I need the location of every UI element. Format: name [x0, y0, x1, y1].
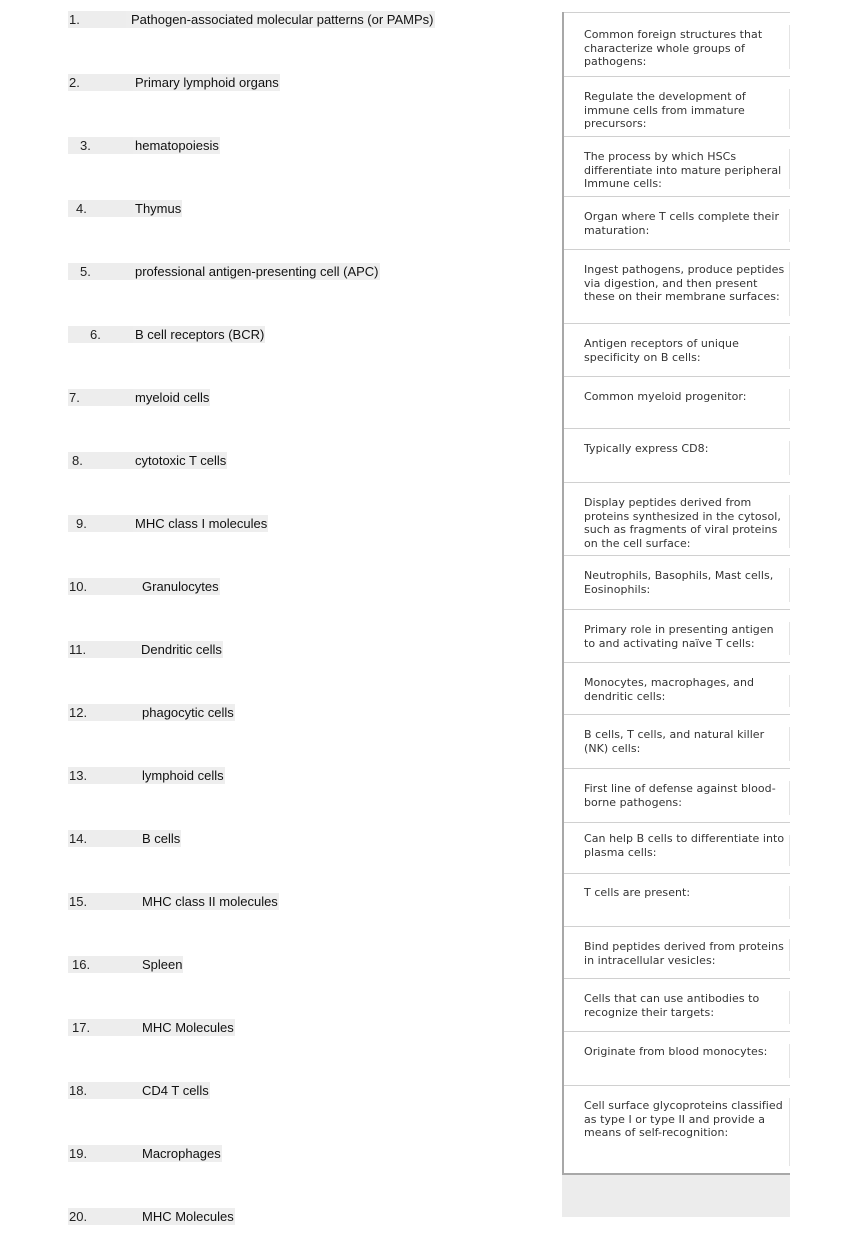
definition-text: B cells, T cells, and natural killer (NK) cells: — [584, 728, 765, 755]
term-number: 8. — [68, 452, 133, 469]
term-row[interactable] — [0, 451, 540, 471]
term-number: 13. — [68, 767, 140, 784]
definition-text: Typically express CD8: — [584, 442, 709, 455]
definition-text: T cells are present: — [584, 886, 691, 899]
definition-text: Antigen receptors of unique specificity on B cells: — [584, 337, 739, 364]
definition-text: Regulate the development of immune cells from immature precursors: — [584, 90, 746, 130]
term-row[interactable] — [0, 10, 540, 30]
term-number: 14. — [68, 830, 140, 847]
definition-item[interactable] — [564, 196, 790, 250]
definition-text: The process by which HSCs differentiate into mature peripheral Immune cells: — [584, 150, 782, 190]
definition-text: First line of defense against blood-borne pathogens: — [584, 782, 776, 809]
definition-text: Cell surface glycoproteins classified as type I or type II and provide a means of self-recognition: — [584, 1099, 783, 1139]
term-label: MHC Molecules — [142, 1209, 234, 1224]
term-label: professional antigen-presenting cell (APC) — [135, 264, 379, 279]
term-label: Thymus — [135, 201, 182, 216]
definition-item[interactable] — [564, 428, 790, 483]
term-row[interactable] — [0, 514, 540, 534]
term-number: 16. — [68, 956, 140, 973]
definition-item[interactable] — [564, 136, 790, 197]
term-label: Granulocytes — [142, 579, 219, 594]
term-row[interactable] — [0, 1081, 540, 1101]
definition-text: Cells that can use antibodies to recognize their targets: — [584, 992, 760, 1019]
term-number: 11. — [68, 641, 140, 658]
term-label: Spleen — [142, 957, 183, 972]
term-row[interactable] — [0, 73, 540, 93]
definition-text: Monocytes, macrophages, and dendritic cells: — [584, 676, 755, 703]
term-label: CD4 T cells — [142, 1083, 209, 1098]
definition-text: Display peptides derived from proteins synthesized in the cytosol, such as fragments of viral proteins on the cell surface: — [584, 496, 781, 550]
definition-text: Primary role in presenting antigen to and activating naïve T cells: — [584, 623, 774, 650]
definition-text: Neutrophils, Basophils, Mast cells, Eosinophils: — [584, 569, 774, 596]
term-label: myeloid cells — [135, 390, 210, 405]
definition-item[interactable] — [564, 873, 790, 927]
definitions-panel-footer — [562, 1175, 790, 1217]
definition-text: Ingest pathogens, produce peptides via digestion, and then present these on their membrane surfaces: — [584, 263, 785, 303]
term-number: 15. — [68, 893, 140, 910]
term-label: Pathogen-associated molecular patterns (or PAMPs) — [126, 11, 435, 28]
term-number: 9. — [68, 515, 133, 532]
term-row[interactable] — [0, 1018, 540, 1038]
definition-item[interactable] — [564, 249, 790, 324]
term-label: lymphoid cells — [142, 768, 224, 783]
definition-text: Organ where T cells complete their maturation: — [584, 210, 780, 237]
term-number: 6. — [68, 326, 133, 343]
term-number: 2. — [68, 74, 133, 91]
term-number: 12. — [68, 704, 140, 721]
term-row[interactable] — [0, 955, 540, 975]
term-row[interactable] — [0, 388, 540, 408]
term-row[interactable] — [0, 829, 540, 849]
term-label: cytotoxic T cells — [135, 453, 227, 468]
term-row[interactable] — [0, 262, 540, 282]
term-number: 20. — [68, 1208, 140, 1225]
term-number: 5. — [68, 263, 133, 280]
term-number: 1. — [68, 11, 126, 28]
definition-item[interactable] — [564, 978, 790, 1032]
term-row[interactable] — [0, 577, 540, 597]
definition-item[interactable] — [564, 926, 790, 979]
definition-item[interactable] — [564, 1085, 790, 1174]
term-label: MHC class I molecules — [135, 516, 268, 531]
definition-text: Can help B cells to differentiate into plasma cells: — [584, 832, 785, 859]
term-number: 7. — [68, 389, 133, 406]
term-number: 3. — [68, 137, 133, 154]
term-row[interactable] — [0, 1144, 540, 1164]
definition-item[interactable] — [564, 768, 790, 823]
definition-item[interactable] — [564, 323, 790, 377]
term-row[interactable] — [0, 892, 540, 912]
term-label: phagocytic cells — [142, 705, 234, 720]
definition-item[interactable] — [564, 376, 790, 429]
definition-item[interactable] — [564, 1031, 790, 1086]
term-label: B cells — [142, 831, 181, 846]
definition-text: Originate from blood monocytes: — [584, 1045, 768, 1058]
definition-item[interactable] — [564, 555, 790, 610]
term-label: hematopoiesis — [135, 138, 219, 153]
term-label: Macrophages — [142, 1146, 221, 1161]
definition-item[interactable] — [564, 482, 790, 556]
definition-text: Common foreign structures that characterize whole groups of pathogens: — [584, 28, 763, 68]
term-row[interactable] — [0, 703, 540, 723]
term-row[interactable] — [0, 1207, 540, 1227]
definition-item[interactable] — [564, 714, 790, 769]
definitions-panel — [562, 12, 790, 1175]
definition-text: Bind peptides derived from proteins in intracellular vesicles: — [584, 940, 784, 967]
term-label: MHC Molecules — [142, 1020, 234, 1035]
term-row[interactable] — [0, 199, 540, 219]
term-number: 4. — [68, 200, 133, 217]
definition-item[interactable] — [564, 76, 790, 137]
definition-item[interactable] — [564, 822, 790, 874]
term-label: Dendritic cells — [141, 642, 222, 657]
term-number: 19. — [68, 1145, 140, 1162]
term-number: 18. — [68, 1082, 140, 1099]
term-row[interactable] — [0, 766, 540, 786]
term-label: B cell receptors (BCR) — [135, 327, 265, 342]
term-row[interactable] — [0, 640, 540, 660]
definition-item[interactable] — [564, 662, 790, 715]
definition-item[interactable] — [564, 609, 790, 663]
definition-text: Common myeloid progenitor: — [584, 390, 747, 403]
term-number: 17. — [68, 1019, 140, 1036]
term-label: MHC class II molecules — [142, 894, 278, 909]
term-row[interactable] — [0, 136, 540, 156]
definition-item[interactable] — [564, 12, 790, 77]
term-number: 10. — [68, 578, 140, 595]
term-row[interactable] — [0, 325, 540, 345]
term-label: Primary lymphoid organs — [135, 75, 279, 90]
